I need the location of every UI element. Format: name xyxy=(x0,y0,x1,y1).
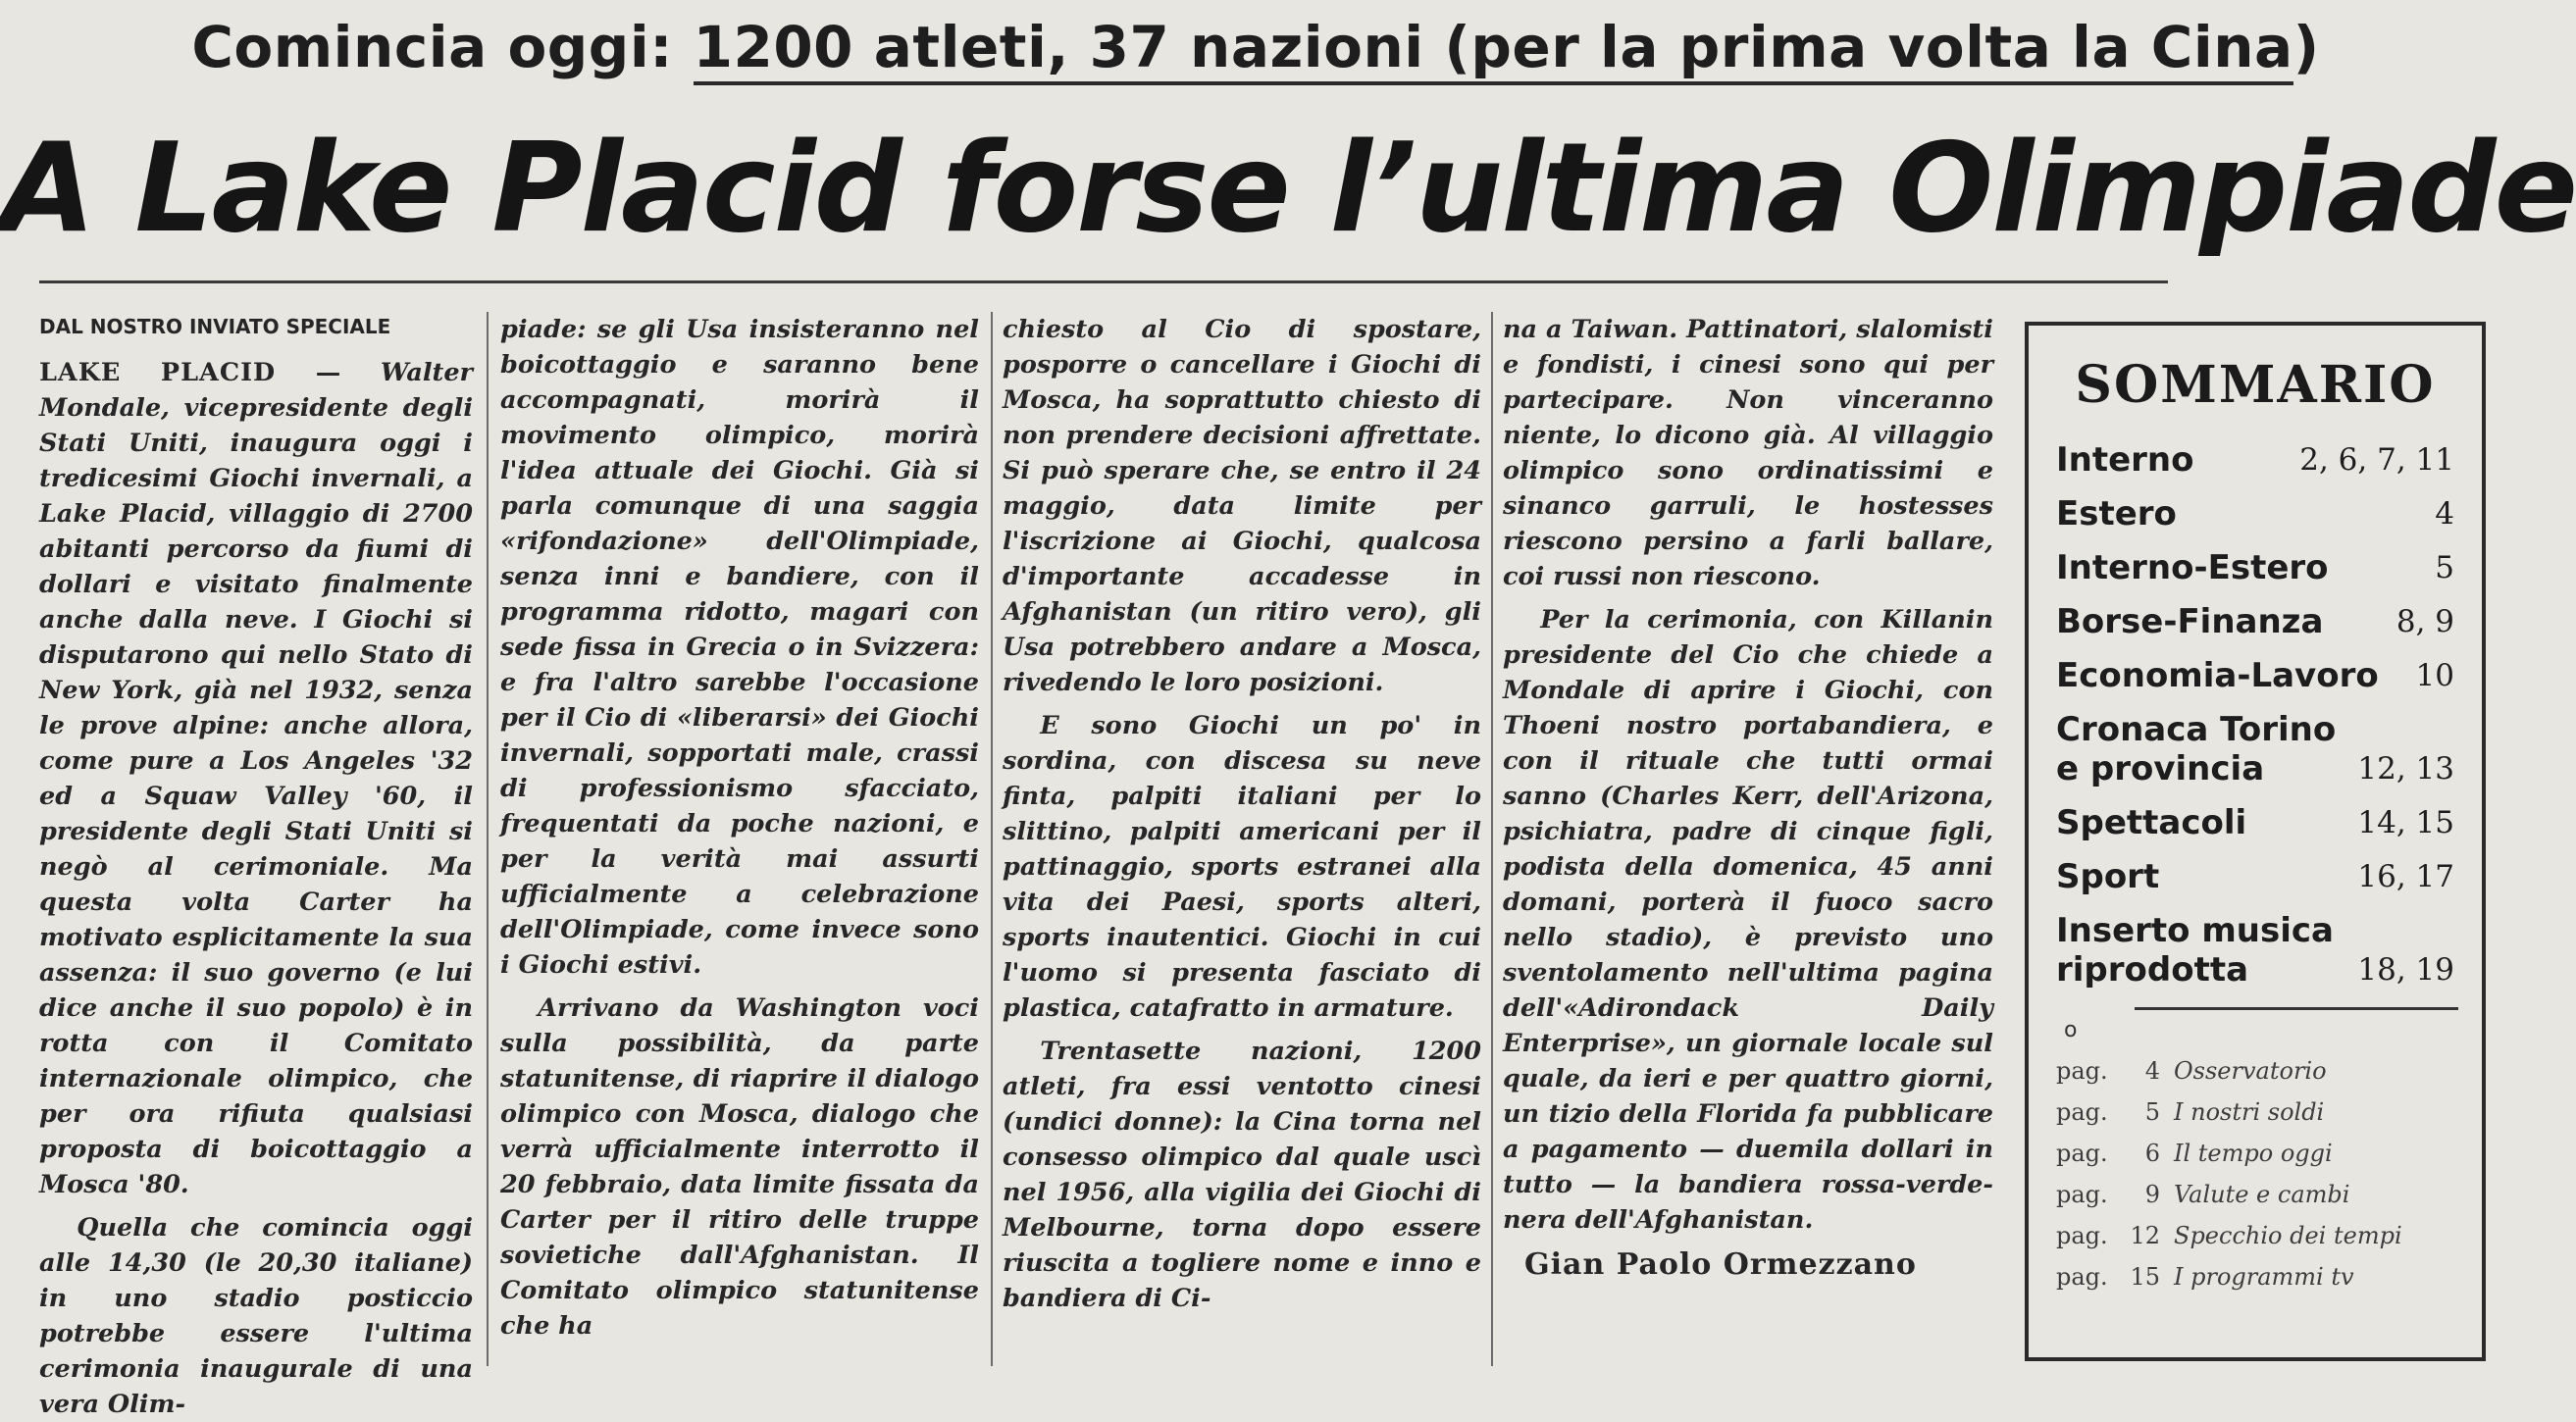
rubric-pag-label: pag. xyxy=(2056,1098,2108,1126)
rubric-title: Osservatorio xyxy=(2174,1057,2327,1085)
kicker-pre: Comincia oggi: xyxy=(191,14,673,80)
column-divider xyxy=(487,312,489,1366)
rubric-page-number: 9 xyxy=(2144,1181,2160,1208)
sommario-item xyxy=(2056,548,2454,587)
rubric-pag-label: pag. xyxy=(2056,1057,2108,1085)
sommario-box xyxy=(2025,322,2486,1361)
rubric-page-number: 15 xyxy=(2130,1263,2160,1291)
sommario-item-pages: 4 xyxy=(2435,496,2454,532)
sommario-item xyxy=(2056,494,2454,533)
rubric-title: Valute e cambi xyxy=(2174,1181,2350,1208)
sommario-item xyxy=(2056,710,2454,788)
rubric-page-number: 4 xyxy=(2144,1057,2160,1085)
column-divider xyxy=(1491,312,1493,1366)
sommario-item-label: Borse-Finanza xyxy=(2056,602,2324,641)
sommario-item-label: Estero xyxy=(2056,494,2177,533)
sommario-rubric xyxy=(2056,1133,2454,1174)
rubric-page-number: 12 xyxy=(2130,1222,2160,1249)
rubric-pag-label: pag. xyxy=(2056,1263,2108,1291)
article-text: Walter Mondale, vicepresidente degli Stati Uniti, inaugura oggi i tredicesimi Giochi invernali, a Lake Placid, villaggio di 2700 abitanti percorso da fiumi di dollari e visitato finalmente anche dalla neve. I Giochi si disputarono qui nello Stato di New York, già nel 1932, senza le prove alpine: anche allora, come pure a Los Angeles '32 ed a Squaw Valley '60, il presidente degli Stati Uniti si negò al cerimoniale. Ma questa volta Carter ha motivato esplicitamente la sua assenza: il suo governo (e lui dice anche il suo popolo) è in rotta con il Comitato internazionale olimpico, che per ora rifiuta qualsiasi proposta di boicottaggio a Mosca '80. xyxy=(39,358,473,1199)
article-paragraph: Arrivano da Washington voci sulla possibilità, da parte statunitense, di riaprire il dialogo olimpico con Mosca, dialogo che verrà ufficialmente interrotto il 20 febbraio, data limite fissata da Carter per il ritiro delle truppe sovietiche dall'Afghanistan. Il Comitato olimpico statunitense che ha xyxy=(500,993,979,1341)
sommario-item xyxy=(2056,656,2454,695)
column-divider xyxy=(991,312,993,1366)
sommario-item xyxy=(2056,911,2454,990)
sommario-divider xyxy=(2135,1007,2458,1010)
kicker-underlined: 1200 atleti, 37 nazioni (per la prima volta la Cina xyxy=(694,14,2293,85)
sommario-item-pages: 12, 13 xyxy=(2357,751,2454,787)
article-paragraph: E sono Giochi un po' in sordina, con discesa su neve finta, palpiti italiani per lo slittino, palpiti americani per il pattinaggio, sports estranei alla vita dei Paesi, sports alteri, sports inautentici. Giochi in cui l'uomo si presenta fasciato di plastica, catafratto in armature. xyxy=(1003,711,1481,1023)
article-paragraph: na a Taiwan. Pattinatori, slalomisti e fondisti, i cinesi sono qui per partecipare. Non vinceranno niente, lo dicono già. Al villaggio olimpico sono ordinatissimi e sinanco garruli, le hostesses riescono persino a farli ballare, coi russi non riescono. xyxy=(1503,315,1993,591)
sommario-item xyxy=(2056,440,2454,480)
headline-rule xyxy=(39,280,2168,283)
sommario-item-pages: 5 xyxy=(2435,550,2454,585)
sommario-rubric xyxy=(2056,1174,2454,1215)
kicker xyxy=(0,8,2511,86)
sommario-item xyxy=(2056,803,2454,842)
kicker-close: ) xyxy=(2293,14,2320,80)
sommario-item-label: Cronaca Torino e provincia xyxy=(2056,710,2337,788)
sommario-item-label: Spettacoli xyxy=(2056,803,2247,842)
rubric-pag-label: pag. xyxy=(2056,1222,2108,1249)
rubric-title: I programmi tv xyxy=(2174,1263,2354,1291)
headline: A Lake Placid forse l’ultima Olimpiade xyxy=(0,116,2576,260)
sommario-rubric xyxy=(2056,1215,2454,1256)
sommario-item-label: Interno xyxy=(2056,440,2194,480)
sommario-item-pages: 8, 9 xyxy=(2396,604,2454,639)
article-paragraph: Per la cerimonia, con Killanin presidente del Cio che chiede a Mondale di aprire i Giochi, con Thoeni nostro portabandiera, e con il rituale che tutti ormai sanno (Charles Kerr, dell'Arizona, psichiatra, padre di cinque figli, podista della domenica, 45 anni domani, porterà il fuoco sacro nello stadio), è previsto uno sventolamento nell'ultima pagina dell'«Adirondack Daily Enterprise», un giornale locale sul quale, da ieri e per quattro giorni, un tizio della Florida fa pubblicare a pagamento — duemila dollari in tutto — la bandiera rossa-verde-nera dell'Afghanistan. xyxy=(1503,605,1993,1235)
sommario-item-pages: 10 xyxy=(2415,658,2454,693)
rubric-title: Specchio dei tempi xyxy=(2174,1222,2402,1249)
sommario-item-label: Economia-Lavoro xyxy=(2056,656,2379,695)
article-column-3 xyxy=(1003,312,1481,1366)
rubric-page-number: 6 xyxy=(2144,1140,2160,1167)
article-paragraph xyxy=(39,355,473,1202)
byline: DAL NOSTRO INVIATO SPECIALE xyxy=(39,315,391,338)
article-column-1 xyxy=(39,312,473,1419)
sommario-item-pages: 2, 6, 7, 11 xyxy=(2299,442,2454,478)
sommario-item xyxy=(2056,857,2454,896)
article-column-2 xyxy=(500,312,979,1366)
rubric-title: Il tempo oggi xyxy=(2174,1140,2333,1167)
sommario-item-pages: 16, 17 xyxy=(2357,859,2454,894)
sommario-title: SOMMARIO xyxy=(2075,355,2436,415)
sommario-rubric xyxy=(2056,1050,2454,1092)
sommario-item-pages: 18, 19 xyxy=(2357,952,2454,988)
author-signature: Gian Paolo Ormezzano xyxy=(1524,1247,1917,1282)
sommario-item-label: Sport xyxy=(2056,857,2160,896)
dateline: LAKE PLACID — xyxy=(39,358,342,387)
rubric-title: I nostri soldi xyxy=(2174,1098,2325,1126)
article-column-4 xyxy=(1503,312,1993,1366)
rubric-pag-label: pag. xyxy=(2056,1181,2108,1208)
sommario-rubric xyxy=(2056,1256,2454,1297)
article-paragraph: Trentasette nazioni, 1200 atleti, fra essi ventotto cinesi (undici donne): la Cina torna nel consesso olimpico dal quale uscì nel 1956, alla vigilia dei Giochi di Melbourne, torna dopo essere riuscita a togliere nome e inno e bandiera di Ci- xyxy=(1003,1037,1481,1313)
sommario-item-label: Interno-Estero xyxy=(2056,548,2329,587)
sommario-item-label: Inserto musica riprodotta xyxy=(2056,911,2334,990)
rubric-page-number: 5 xyxy=(2144,1098,2160,1126)
article-paragraph: piade: se gli Usa insisteranno nel boicottaggio e saranno bene accompagnati, morirà il movimento olimpico, morirà l'idea attuale dei Giochi. Già si parla comunque di una saggia «rifondazione» dell'Olimpiade, senza inni e bandiere, con il programma ridotto, magari con sede fissa in Grecia o in Svizzera: e fra l'altro sarebbe l'occasione per il Cio di «liberarsi» dei Giochi invernali, sopportati male, crassi di professionismo sfacciato, frequentati da poche nazioni, e per la verità mai assurti ufficialmente a celebrazione dell'Olimpiade, come invece sono i Giochi estivi. xyxy=(500,315,979,980)
article-paragraph: chiesto al Cio di spostare, posporre o cancellare i Giochi di Mosca, ha soprattutto chiesto di non prendere decisioni affrettate. Si può sperare che, se entro il 24 maggio, data limite per l'iscrizione ai Giochi, qualcosa d'importante accadesse in Afghanistan (un ritiro vero), gli Usa potrebbero andare a Mosca, rivedendo le loro posizioni. xyxy=(1003,315,1481,697)
sommario-item-pages: 14, 15 xyxy=(2357,805,2454,840)
article-paragraph: Quella che comincia oggi alle 14,30 (le 20,30 italiane) in uno stadio posticcio potrebbe essere l'ultima cerimonia inaugurale di una vera Olim- xyxy=(39,1213,473,1419)
rubric-pag-label: pag. xyxy=(2056,1140,2108,1167)
sommario-rubric xyxy=(2056,1092,2454,1133)
sommario-item xyxy=(2056,602,2454,641)
sommario-mark: o xyxy=(2064,1018,2078,1042)
